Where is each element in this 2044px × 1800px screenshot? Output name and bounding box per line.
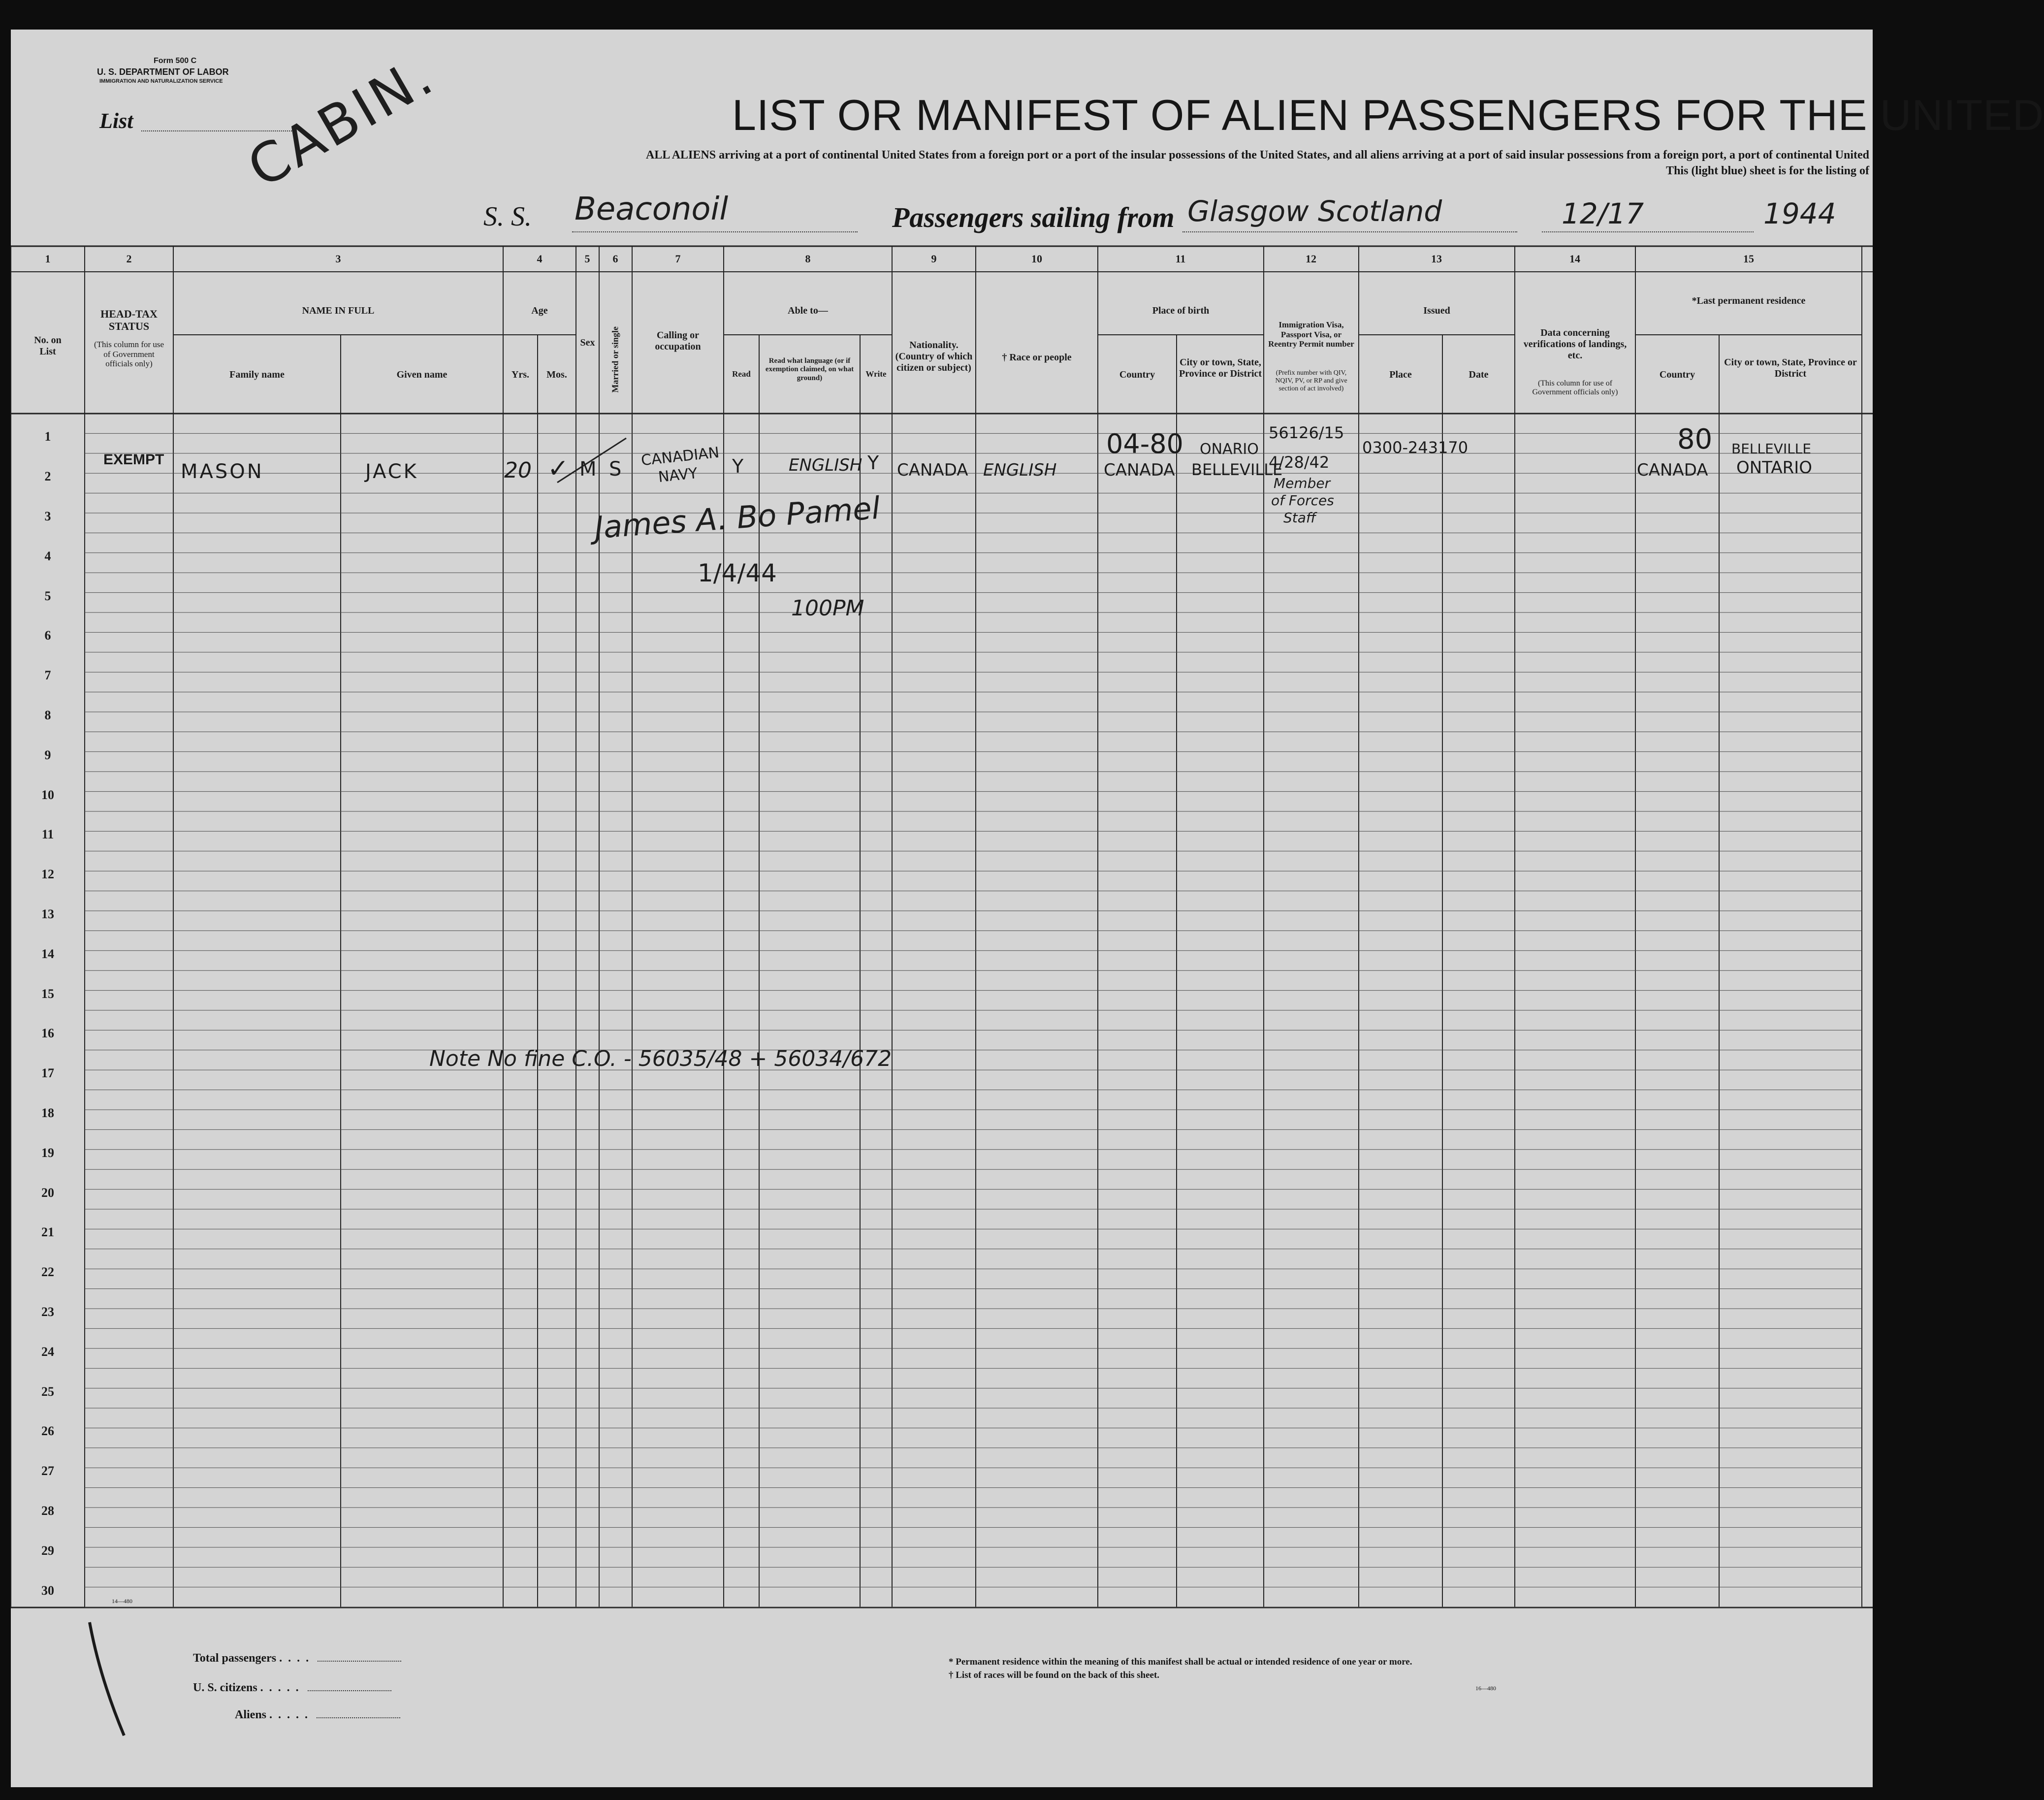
list-label: List [99, 109, 133, 133]
form-number: Form 500 C [154, 57, 197, 65]
header-issued-date: Date [1469, 369, 1489, 380]
married-single: S [609, 458, 622, 481]
footer-aliens: Aliens ..... [235, 1708, 400, 1722]
footer-form-code: 16—480 [1475, 1685, 1496, 1692]
header-res-country: Country [1659, 369, 1695, 380]
header-no-on-list: No. on List [34, 335, 62, 357]
row-number: 22 [41, 1265, 54, 1280]
manifest-title: LIST OR MANIFEST OF ALIEN PASSENGERS FOR THE UNITED [732, 91, 2044, 139]
signature-time: 100PM [791, 596, 864, 621]
given-name: JACK [365, 460, 418, 483]
header-issued: Issued [1423, 305, 1450, 316]
row-number: 13 [41, 907, 54, 922]
row-number: 16 [41, 1026, 54, 1041]
header-able-to: Able to— [788, 305, 828, 316]
column-number: 6 [612, 253, 618, 265]
column-number: 14 [1569, 253, 1580, 265]
header-family-name: Family name [229, 369, 285, 380]
header-head-tax: HEAD-TAX STATUS [100, 308, 158, 333]
row-number: 8 [44, 708, 51, 723]
row-number: 24 [41, 1344, 54, 1359]
us-citizens-label: U. S. citizens [193, 1681, 257, 1694]
subtitle-text: arriving at a port of continental United States from a foreign port or a port of the insular possessions of the United States, and all aliens arriving at a port of said insular possessions from a foreign port, a port of continental United [719, 149, 1869, 161]
header-verification: Data concerning verifications of landings, etc. [1523, 327, 1627, 361]
visa-note-line3: Staff [1283, 510, 1316, 526]
fine-note: Note No fine C.O. - 56035/48 + 56034/672 [429, 1046, 892, 1071]
header-race: † Race or people [1002, 352, 1072, 363]
visa-date: 4/28/42 [1269, 453, 1330, 472]
total-passengers-label: Total passengers [193, 1652, 277, 1665]
signature: James A. Bo Pamel [593, 489, 881, 546]
footer-us-citizens: U. S. citizens ..... [193, 1681, 391, 1695]
header-birth-country: Country [1119, 369, 1155, 380]
sailing-from: Glasgow Scotland [1187, 194, 1442, 228]
visa-note-line1: Member [1274, 475, 1331, 491]
header-married: Married or single [610, 326, 620, 393]
row-number: 21 [41, 1225, 54, 1240]
header-birth-city: City or town, State, Province or District [1179, 357, 1262, 379]
subtitle-all-aliens: ALL ALIENS [646, 149, 716, 161]
birth-country: CANADA [1104, 460, 1175, 480]
birth-city-line2: BELLEVILLE [1191, 460, 1283, 479]
column-number: 15 [1743, 253, 1754, 265]
header-sex: Sex [580, 337, 595, 348]
sex: M [579, 458, 597, 481]
row-number: 27 [41, 1464, 54, 1479]
family-name: MASON [181, 460, 264, 483]
row-number: 5 [44, 588, 51, 603]
visa-number: 56126/15 [1269, 423, 1344, 442]
header-read: Read [732, 369, 751, 379]
visa-note-line2: of Forces [1271, 492, 1334, 509]
row-number: 11 [41, 827, 54, 842]
ship-name: Beaconoil [575, 191, 729, 227]
row-number: 14 [41, 946, 54, 961]
header-issued-place: Place [1389, 369, 1412, 380]
header-read-language: Read what language (or if exemption claimed, on what ground) [765, 357, 854, 382]
nationality: CANADA [897, 460, 968, 480]
row-number: 12 [41, 867, 54, 882]
column-number: 11 [1175, 253, 1186, 265]
row-number: 3 [44, 509, 51, 524]
row-number: 29 [41, 1543, 54, 1558]
footer-note-star: * Permanent residence within the meaning of this manifest shall be actual or intended residence of one year or more. [949, 1657, 1412, 1667]
service-name: IMMIGRATION AND NATURALIZATION SERVICE [99, 78, 223, 84]
residence-city-line1: BELLEVILLE [1731, 441, 1812, 457]
header-calling: Calling or occupation [655, 330, 701, 352]
aliens-label: Aliens [235, 1708, 267, 1721]
header-name-in-full: NAME IN FULL [302, 305, 375, 316]
header-mos: Mos. [546, 369, 567, 380]
signature-date: 1/4/44 [698, 559, 777, 587]
column-number: 8 [805, 253, 811, 265]
can-read: Y [732, 455, 744, 477]
department-name: U. S. DEPARTMENT OF LABOR [97, 67, 229, 77]
check-slash [552, 433, 631, 492]
sailing-year: 1944 [1763, 197, 1836, 230]
calling-line2: NAVY [657, 464, 699, 486]
header-visa-note: (Prefix number with QIV, NQIV, PV, or RP and give section of act involved) [1275, 369, 1347, 393]
row-number: 20 [41, 1185, 54, 1200]
row-number: 10 [41, 787, 54, 802]
header-write: Write [865, 369, 887, 379]
header-yrs: Yrs. [511, 369, 530, 380]
row-number: 1 [44, 429, 51, 444]
head-tax-status: EXEMPT [103, 451, 164, 468]
race: ENGLISH [983, 460, 1057, 480]
manifest-sheet [11, 30, 2044, 1787]
row-number: 26 [41, 1424, 54, 1439]
row-number: 30 [41, 1583, 54, 1598]
row-number: 7 [44, 668, 51, 683]
column-number: 5 [584, 253, 590, 265]
birth-code: 04-80 [1106, 428, 1183, 459]
issued-place: 0300-243170 [1362, 438, 1469, 457]
column-number: 2 [126, 253, 132, 265]
column-number: 12 [1306, 253, 1316, 265]
manifest-grid [11, 30, 1873, 1787]
header-given-name: Given name [396, 369, 447, 380]
header-nationality: Nationality. (Country of which citizen or subject) [895, 340, 973, 373]
row-number: 23 [41, 1305, 54, 1319]
header-res-city: City or town, State, Province or District [1724, 357, 1857, 379]
row-number: 4 [44, 548, 51, 563]
header-verification-note: (This column for use of Government officials only) [1532, 379, 1618, 397]
age-check: ✓ [547, 454, 569, 483]
row-number: 2 [44, 469, 51, 484]
row-number: 6 [44, 628, 51, 643]
row-number: 28 [41, 1504, 54, 1518]
read-language: ENGLISH [789, 455, 862, 475]
row-number: 15 [41, 986, 54, 1001]
ss-label: S. S. [483, 201, 532, 232]
column-number: 9 [931, 253, 937, 265]
row-number: 19 [41, 1145, 54, 1160]
age-years: 20 [504, 458, 532, 483]
column-number: 1 [45, 253, 51, 265]
manifest-subtitle-line2: This (light blue) sheet is for the listing of [1666, 164, 1869, 177]
sailing-date: 12/17 [1562, 197, 1644, 230]
header-head-tax-note: (This column for use of Government officials only) [94, 340, 164, 369]
residence-city-line2: ONTARIO [1736, 458, 1812, 478]
column-number: 7 [675, 253, 681, 265]
can-write: Y [867, 452, 879, 474]
header-age: Age [531, 305, 548, 316]
calling-line1: CANADIAN [640, 444, 720, 470]
row-number: 17 [41, 1066, 54, 1081]
column-number: 3 [335, 253, 341, 265]
header-visa: Immigration Visa, Passport Visa, or Reentry Permit number [1268, 320, 1354, 349]
header-place-of-birth: Place of birth [1152, 305, 1210, 316]
row-number: 9 [44, 747, 51, 762]
footer-note-dagger: † List of races will be found on the back of this sheet. [949, 1670, 1160, 1680]
cabin-stamp: CABIN. [237, 43, 445, 200]
residence-country: CANADA [1637, 460, 1708, 480]
residence-code: 80 [1677, 423, 1713, 455]
column-number: 13 [1431, 253, 1442, 265]
header-last-residence: *Last permanent residence [1692, 295, 1806, 306]
row-number: 18 [41, 1106, 54, 1121]
sailing-label: Passengers sailing from [892, 201, 1175, 233]
footer-pen-stroke [80, 1617, 139, 1745]
row-number: 25 [41, 1384, 54, 1399]
birth-city-line1: ONARIO [1200, 441, 1259, 458]
footer-total-passengers: Total passengers .... [193, 1652, 401, 1665]
column-number: 4 [537, 253, 543, 265]
footer-form-code-small: 14—480 [112, 1598, 132, 1605]
column-number: 10 [1031, 253, 1042, 265]
